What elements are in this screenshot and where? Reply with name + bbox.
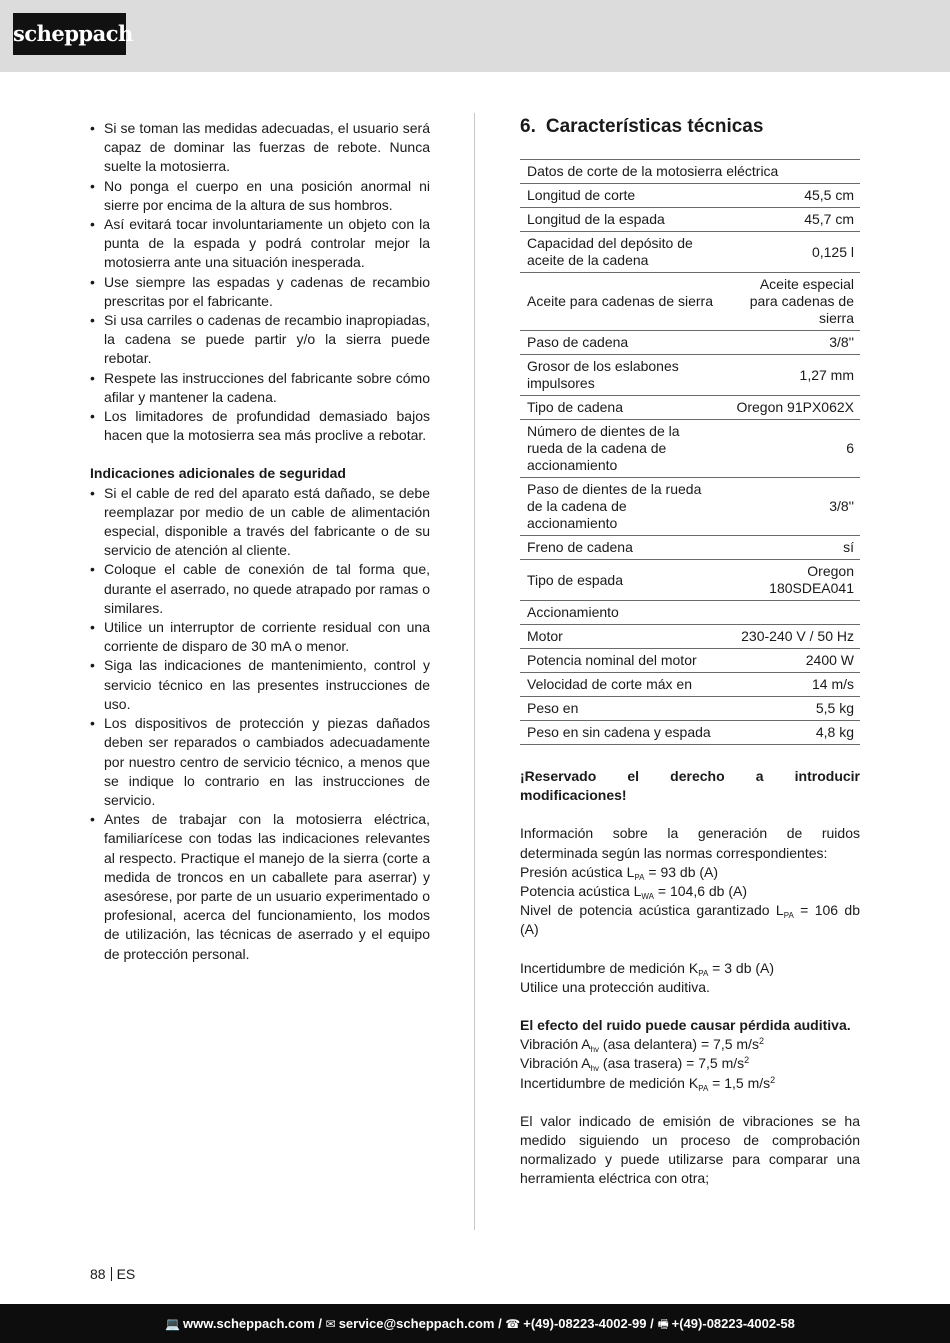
spec-value: Oregon 180SDEA041 [725,560,860,601]
spacer [520,1093,860,1112]
spec-label: Capacidad del depósito de aceite de la cadena [520,232,725,273]
laptop-icon: 💻 [165,1317,181,1331]
spec-value: 1,27 mm [725,355,860,396]
table-row [520,721,860,745]
noise-uncertainty-line: Incertidumbre de medición $K_{PA} = 3$ db (A) [520,959,775,978]
specs-group-header: Datos de corte de la motosierra eléctrica [520,160,860,184]
vibration-front-line: Vibración $A_{hv}$ (asa delantera) = 7,5 $m/s^2$ [520,1036,764,1055]
spacer [520,805,860,824]
table-row [520,160,860,184]
column-divider [474,113,475,1230]
fax-number: +(49)-08223-4002-58 [671,1316,795,1331]
spec-value: 45,7 cm [725,208,860,232]
guaranteed-sound-power-line: Nivel de potencia acústica garantizado $L_{PA} = 106$ db (A) [520,902,860,938]
list-item: • Los limitadores de profundidad demasiado bajos hacen que la motosierra sea más proclive a rebotar. [90,407,430,445]
hearing-protection-note: Utilice una protección auditiva. [520,978,710,995]
spec-value: 230-240 V / 50 Hz [725,625,860,649]
spec-label: Tipo de espada [520,560,725,601]
page-separator [111,1267,112,1281]
spec-label: Potencia nominal del motor [520,649,725,673]
spacer [520,745,860,767]
list-item: • Coloque el cable de conexión de tal forma que, durante el aserrado, no quede atrapado por ramas o similares. [90,560,430,618]
table-row [520,331,860,355]
spec-value: 6 [725,420,860,478]
table-row [520,536,860,560]
contact-footer: 💻 www.scheppach.com / ✉ service@scheppach.com / ☎ +(49)-08223-4002-99 / 🖷 +(49)-08223-4002-58 [0,1304,950,1343]
safety-list-bottom [90,484,430,964]
noise-intro: Información sobre la generación de ruidos determinada según las normas correspondientes: [520,825,860,861]
table-row [520,184,860,208]
section-title-text: Características técnicas [545,116,764,137]
table-row [520,625,860,649]
spec-value: 2400 W [725,649,860,673]
vibration-closing-paragraph: El valor indicado de emisión de vibraciones se ha medido siguiendo un proceso de comprobación normalizado y puede utilizarse para comparar una herramienta eléctrica con otra; [520,1112,860,1187]
table-row [520,208,860,232]
spec-label: Grosor de los eslabones impulsores [520,355,725,396]
spec-label: Peso en [520,697,725,721]
reserved-notice: ¡Reservado el derecho a introducir modificaciones! [520,768,860,804]
additional-safety-heading: Indicaciones adicionales de seguridad [90,465,346,482]
table-row [520,396,860,420]
spec-value: 4,8 kg [725,721,860,745]
list-item: • Antes de trabajar con la motosierra eléctrica, familiarícese con todas las indicaciones relevantes al respecto. Practique el manejo de la sierra (corte a medida de troncos en un caballete para aserrar) y asesórese, por parte de un usuario experimentado o profesional, acerca del funcionamiento, los modos de utilización, las técnicas de aserrado y el equipo de protección personal. [90,810,430,964]
fax-icon: 🖷 [657,1317,669,1331]
spec-label: Longitud de corte [520,184,725,208]
spec-label: Paso de dientes de la rueda de la cadena de accionamiento [520,478,725,536]
table-row [520,697,860,721]
section-number: 6. [520,116,536,137]
table-row [520,273,860,331]
spec-value: 45,5 cm [725,184,860,208]
list-item: • Los dispositivos de protección y piezas dañados deben ser reparados o cambiados adecuadamente por nuestro centro de servicio técnico, a menos que se indique lo contrario en las instrucciones de servicio. [90,714,430,810]
table-row [520,673,860,697]
spec-label: Motor [520,625,725,649]
page-number: 88 [90,1266,106,1282]
safety-list-top [90,119,430,445]
sound-power-line: Potencia acústica $L_{WA} = 104,6$ db (A) [520,883,748,902]
vibration-rear-line: Vibración $A_{hv}$ (asa trasera) = 7,5 $m/s^2$ [520,1055,750,1074]
list-item: • Siga las indicaciones de mantenimiento, control y servicio técnico en las presentes instrucciones de uso. [90,656,430,714]
spacer [520,940,860,959]
table-row [520,232,860,273]
list-item: • No ponga el cuerpo en una posición anormal ni sierre por encima de la altura de sus hombros. [90,177,430,215]
list-item: • Respete las instrucciones del fabricante sobre cómo afilar y mantener la cadena. [90,369,430,407]
list-item: • Use siempre las espadas y cadenas de recambio prescritas por el fabricante. [90,273,430,311]
table-row [520,601,860,625]
vibration-uncertainty-line: Incertidumbre de medición $K_{PA} = 1,5$ $m/s^2$ [520,1074,776,1093]
spec-value: 3/8'' [725,331,860,355]
language-code: ES [116,1266,136,1282]
spec-label: Aceite para cadenas de sierra [520,273,725,331]
spec-value: Aceite especial para cadenas de sierra [725,273,860,331]
table-row [520,478,860,536]
table-row [520,560,860,601]
left-column [90,119,430,964]
envelope-icon: ✉ [325,1317,336,1331]
section-title [520,113,860,141]
list-item: • Si el cable de red del aparato está dañado, se debe reemplazar por medio de un cable de alimentación especial, disponible a través del fabricante o de su servicio de atención al cliente. [90,484,430,561]
right-column [520,113,860,1189]
spec-label: Paso de cadena [520,331,725,355]
spec-label: Freno de cadena [520,536,725,560]
spec-value: 5,5 kg [725,697,860,721]
hearing-loss-warning: El efecto del ruido puede causar pérdida auditiva. [520,1017,851,1034]
specs-table [520,159,860,745]
spec-label: Tipo de cadena [520,396,725,420]
spec-value: 14 m/s [725,673,860,697]
email-link[interactable]: service@scheppach.com [338,1316,495,1331]
page-number-area [90,1265,135,1284]
table-row [520,649,860,673]
list-item: • Si se toman las medidas adecuadas, el usuario será capaz de dominar las fuerzas de rebote. Nunca suelte la motosierra. [90,119,430,177]
list-item: • Así evitará tocar involuntariamente un objeto con la punta de la espada y podrá controlar mejor la motosierra ante una situación inesperada. [90,215,430,273]
spacer [520,997,860,1016]
sound-pressure-line: Presión acústica $L_{PA} = 93$ db (A) [520,863,719,882]
spec-value: 0,125 l [725,232,860,273]
spec-label: Velocidad de corte máx en [520,673,725,697]
phone-number: +(49)-08223-4002-99 [523,1316,647,1331]
table-row [520,420,860,478]
spec-value: Oregon 91PX062X [725,396,860,420]
list-item: • Si usa carriles o cadenas de recambio inapropiadas, la cadena se puede partir y/o la sierra puede rebotar. [90,311,430,369]
phone-icon: ☎ [505,1317,521,1331]
website-link[interactable]: www.scheppach.com [183,1316,315,1331]
table-row [520,355,860,396]
specs-group-header: Accionamiento [520,601,860,625]
spec-value: sí [725,536,860,560]
spec-label: Número de dientes de la rueda de la cadena de accionamiento [520,420,725,478]
page-header [0,0,950,72]
spec-value: 3/8'' [725,478,860,536]
scheppach-logo: scheppach [13,13,126,55]
list-item: • Utilice un interruptor de corriente residual con una corriente de disparo de 30 mA o menor. [90,618,430,656]
spec-label: Longitud de la espada [520,208,725,232]
spec-label: Peso en sin cadena y espada [520,721,725,745]
